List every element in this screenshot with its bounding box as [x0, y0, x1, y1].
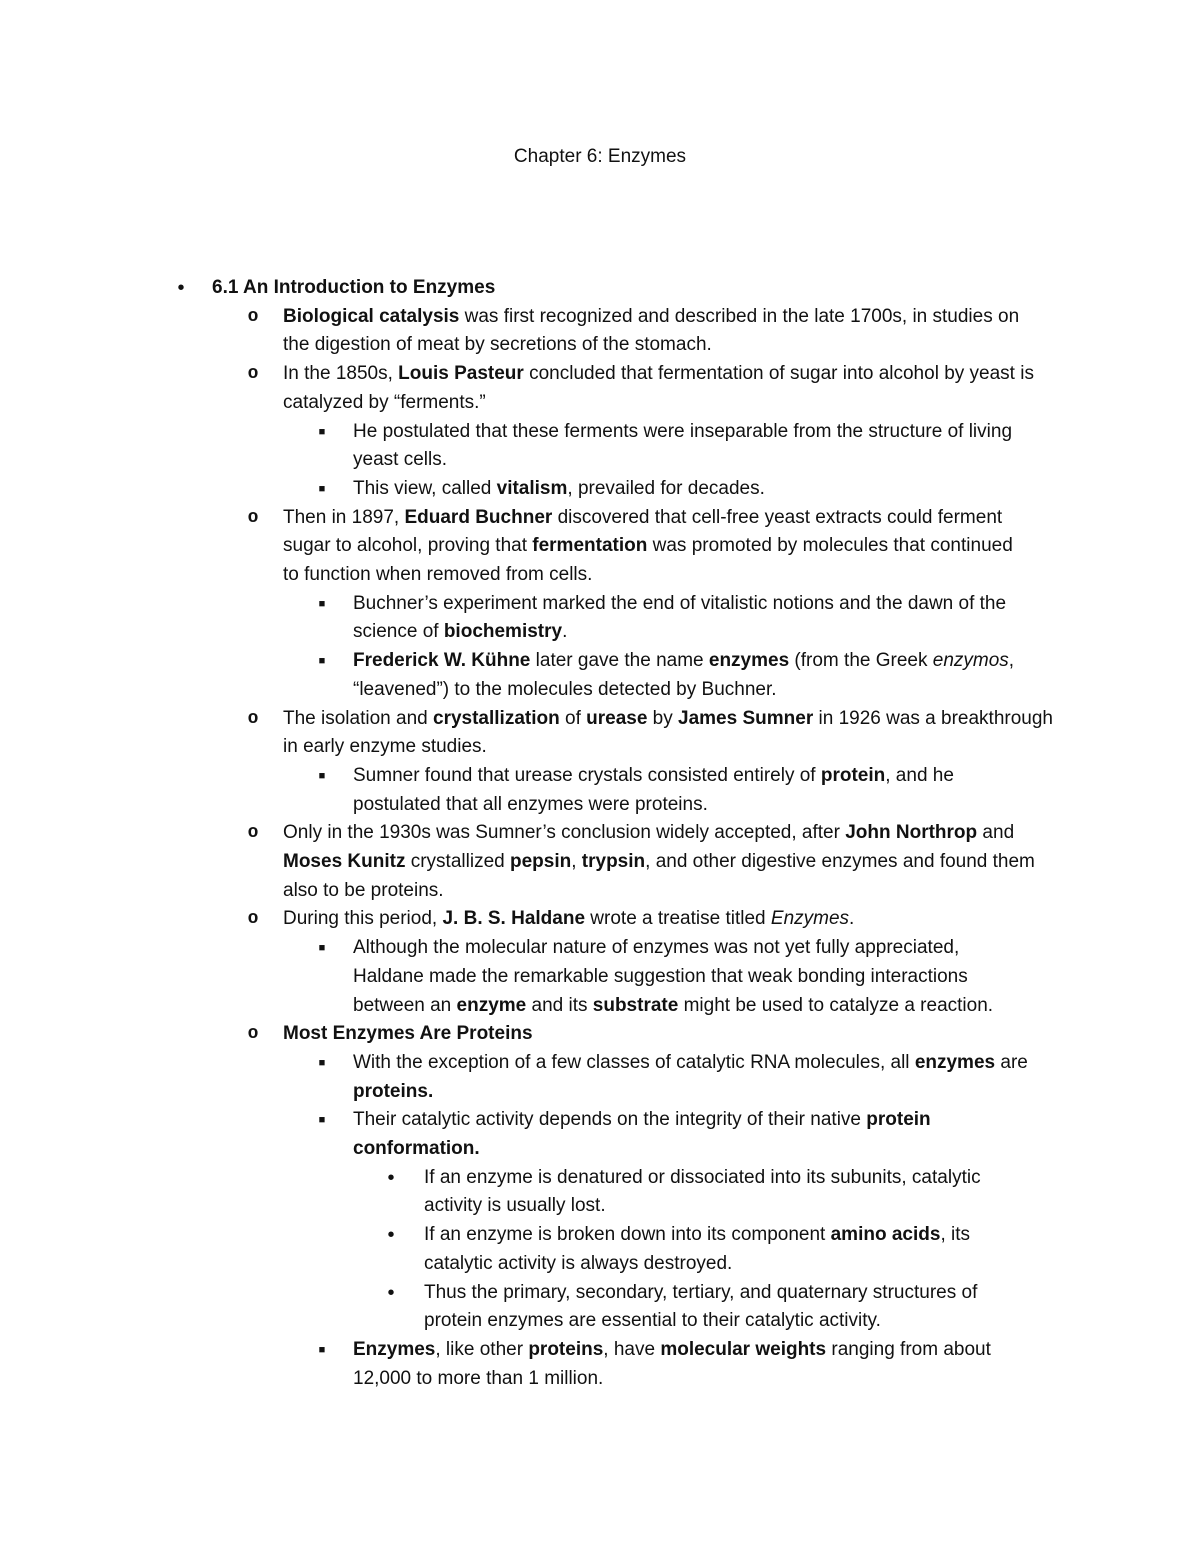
bold-term: proteins.: [353, 1080, 434, 1102]
outline-line: [353, 618, 567, 647]
outline-line: [353, 1106, 931, 1135]
outline-line: [353, 590, 1006, 619]
line-text: was first recognized and described in the late 1700s, in studies on: [459, 305, 1020, 327]
square-marker: ■: [318, 425, 326, 438]
bold-term: 6.1 An Introduction to Enzymes: [212, 277, 496, 298]
line-text: “leavened”) to the molecules detected by Buchner.: [353, 678, 777, 700]
line-text: Although the molecular nature of enzymes was not yet fully appreciated,: [353, 937, 960, 959]
line-text: crystallized: [405, 851, 510, 872]
outline-line: [283, 819, 1014, 848]
line-text: Their catalytic activity depends on the integrity of their native: [353, 1109, 867, 1131]
line-text: , have: [603, 1338, 661, 1360]
outline-line: [353, 676, 777, 705]
line-text: to function when removed from cells.: [283, 564, 593, 585]
outline-line: [353, 762, 954, 791]
line-text: between an: [353, 994, 457, 1016]
bold-term: Enzymes: [353, 1338, 436, 1360]
line-text: , and he: [885, 764, 954, 786]
line-text: also to be proteins.: [283, 879, 444, 901]
bold-term: John Northrop: [845, 822, 978, 844]
bold-term: James Sumner: [678, 707, 814, 729]
bold-term: J. B. S. Haldane: [442, 908, 586, 930]
line-text: Only in the 1930s was Sumner’s conclusion widely accepted, after: [283, 822, 846, 844]
line-text: protein enzymes are essential to their catalytic activity.: [424, 1310, 881, 1332]
outline-line: [283, 561, 592, 590]
outline-line: [283, 733, 487, 762]
line-text: in early enzyme studies.: [283, 736, 487, 758]
line-text: of: [559, 707, 587, 729]
line-text: sugar to alcohol, proving that: [283, 535, 533, 557]
square-marker: ■: [318, 942, 326, 955]
bold-term: proteins: [528, 1338, 604, 1360]
line-text: the digestion of meat by secretions of the stomach.: [283, 334, 712, 356]
line-text: , like other: [435, 1338, 529, 1360]
bold-term: enzymes: [708, 650, 790, 672]
line-text: wrote a treatise titled: [585, 908, 771, 930]
bold-term: conformation.: [353, 1138, 480, 1159]
line-text: If an enzyme is broken down into its component: [424, 1224, 831, 1246]
outline-line: [424, 1164, 981, 1193]
line-text: .: [849, 908, 855, 930]
italic-term: enzymos: [932, 650, 1009, 672]
line-text: , and other digestive enzymes and found them: [645, 851, 1035, 872]
outline-line: [424, 1192, 606, 1221]
circle-marker: o: [247, 1024, 259, 1045]
line-text: If an enzyme is denatured or dissociated into its subunits, catalytic: [424, 1166, 981, 1188]
bold-term: enzymes: [914, 1051, 996, 1073]
outline-line: [353, 418, 1012, 447]
line-text: yeast cells.: [353, 449, 447, 471]
outline-line: [353, 791, 708, 820]
square-marker: ■: [318, 769, 326, 782]
line-text: In the 1850s,: [283, 363, 399, 385]
outline-line: [353, 647, 1014, 676]
line-text: might be used to catalyze a reaction.: [678, 994, 994, 1016]
line-text: science of: [353, 621, 444, 643]
outline-line: [283, 504, 1002, 533]
line-text: by: [647, 707, 679, 729]
line-text: Thus the primary, secondary, tertiary, and quaternary structures of: [424, 1281, 978, 1303]
outline-line: [283, 360, 1034, 389]
bold-term: protein: [866, 1109, 931, 1131]
bold-term: crystallization: [433, 707, 560, 729]
outline-line: [353, 963, 968, 992]
outline-line: [283, 705, 1053, 734]
bold-term: enzyme: [456, 994, 527, 1016]
bullet-marker: •: [387, 1224, 395, 1247]
circle-marker: o: [247, 909, 259, 930]
line-text: ,: [571, 851, 582, 872]
bold-term: biochemistry: [443, 621, 563, 643]
line-text: The isolation and: [283, 707, 433, 729]
line-text: ,: [1008, 650, 1015, 672]
bullet-marker: •: [177, 277, 185, 299]
line-text: discovered that cell-free yeast extracts could ferment: [552, 506, 1003, 528]
outline-line: [283, 877, 444, 906]
line-text: concluded that fermentation of sugar into alcohol by yeast is: [523, 363, 1034, 385]
outline-line: [353, 934, 959, 963]
line-text: in 1926 was a breakthrough: [813, 707, 1053, 729]
circle-marker: o: [247, 708, 259, 729]
line-text: are: [995, 1051, 1028, 1073]
outline-line: [283, 389, 486, 418]
bold-term: fermentation: [532, 535, 648, 557]
line-text: was promoted by molecules that continued: [647, 535, 1013, 557]
line-text: .: [562, 621, 568, 643]
outline-line: [283, 331, 712, 360]
bold-term: amino acids: [830, 1224, 941, 1246]
bold-term: Moses Kunitz: [283, 851, 406, 872]
line-text: ranging from about: [826, 1338, 991, 1360]
bold-term: Frederick W. Kühne: [353, 650, 531, 672]
bold-term: urease: [586, 707, 648, 729]
bold-term: trypsin: [581, 851, 646, 872]
line-text: Haldane made the remarkable suggestion that weak bonding interactions: [353, 965, 968, 987]
line-text: , its: [940, 1224, 970, 1246]
outline-line: [424, 1279, 977, 1308]
line-text: (from the Greek: [789, 650, 933, 672]
line-text: postulated that all enzymes were proteins.: [353, 793, 708, 815]
line-text: , prevailed for decades.: [567, 477, 765, 499]
line-text: With the exception of a few classes of catalytic RNA molecules, all: [353, 1051, 915, 1073]
outline-line: [353, 1135, 480, 1164]
line-text: Sumner found that urease crystals consisted entirely of: [353, 764, 821, 786]
page-title: Chapter 6: Enzymes: [513, 146, 687, 167]
italic-term: Enzymes: [770, 908, 850, 930]
line-text: This view, called: [353, 477, 497, 499]
circle-marker: o: [247, 364, 259, 385]
line-text: Buchner’s experiment marked the end of vitalistic notions and the dawn of the: [353, 592, 1007, 614]
outline-line: [283, 532, 1013, 561]
square-marker: ■: [318, 1114, 326, 1127]
outline-line: [283, 1020, 533, 1049]
bold-term: molecular weights: [660, 1338, 827, 1360]
square-marker: ■: [318, 597, 326, 610]
outline-line: [353, 446, 447, 475]
line-text: later gave the name: [530, 650, 709, 672]
bold-term: protein: [820, 764, 886, 786]
line-text: catalyzed by “ferments.”: [283, 391, 486, 413]
bullet-marker: •: [387, 1281, 395, 1304]
outline-line: [353, 475, 765, 504]
outline-line: [353, 1365, 603, 1394]
outline-line: [283, 303, 1019, 332]
circle-marker: o: [247, 306, 259, 327]
bullet-marker: •: [387, 1166, 395, 1189]
outline-line: [353, 1049, 1028, 1078]
outline-line: [353, 1078, 433, 1107]
outline-line: [283, 848, 1035, 877]
bold-term: substrate: [592, 994, 679, 1016]
outline-line: [212, 274, 495, 303]
outline-line: [424, 1250, 732, 1279]
line-text: He postulated that these ferments were inseparable from the structure of living: [353, 420, 1013, 442]
bold-term: Most Enzymes Are Proteins: [283, 1023, 533, 1045]
line-text: and: [977, 822, 1015, 844]
square-marker: ■: [318, 1056, 326, 1069]
line-text: During this period,: [283, 908, 443, 930]
bold-term: vitalism: [496, 477, 568, 499]
square-marker: ■: [318, 1343, 326, 1356]
outline-line: [424, 1307, 881, 1336]
circle-marker: o: [247, 507, 259, 528]
line-text: catalytic activity is always destroyed.: [424, 1252, 733, 1274]
bold-term: pepsin: [509, 851, 572, 872]
outline-line: [353, 1336, 991, 1365]
bold-term: Louis Pasteur: [398, 363, 524, 385]
bold-term: Biological catalysis: [283, 305, 460, 327]
line-text: activity is usually lost.: [424, 1195, 606, 1217]
square-marker: ■: [318, 655, 326, 668]
square-marker: ■: [318, 482, 326, 495]
circle-marker: o: [247, 823, 259, 844]
line-text: Then in 1897,: [283, 506, 405, 528]
line-text: and its: [526, 994, 593, 1016]
line-text: 12,000 to more than 1 million.: [353, 1367, 604, 1389]
outline-line: [424, 1221, 970, 1250]
outline-line: [353, 992, 993, 1021]
bold-term: Eduard Buchner: [404, 506, 553, 528]
outline-line: [283, 905, 854, 934]
